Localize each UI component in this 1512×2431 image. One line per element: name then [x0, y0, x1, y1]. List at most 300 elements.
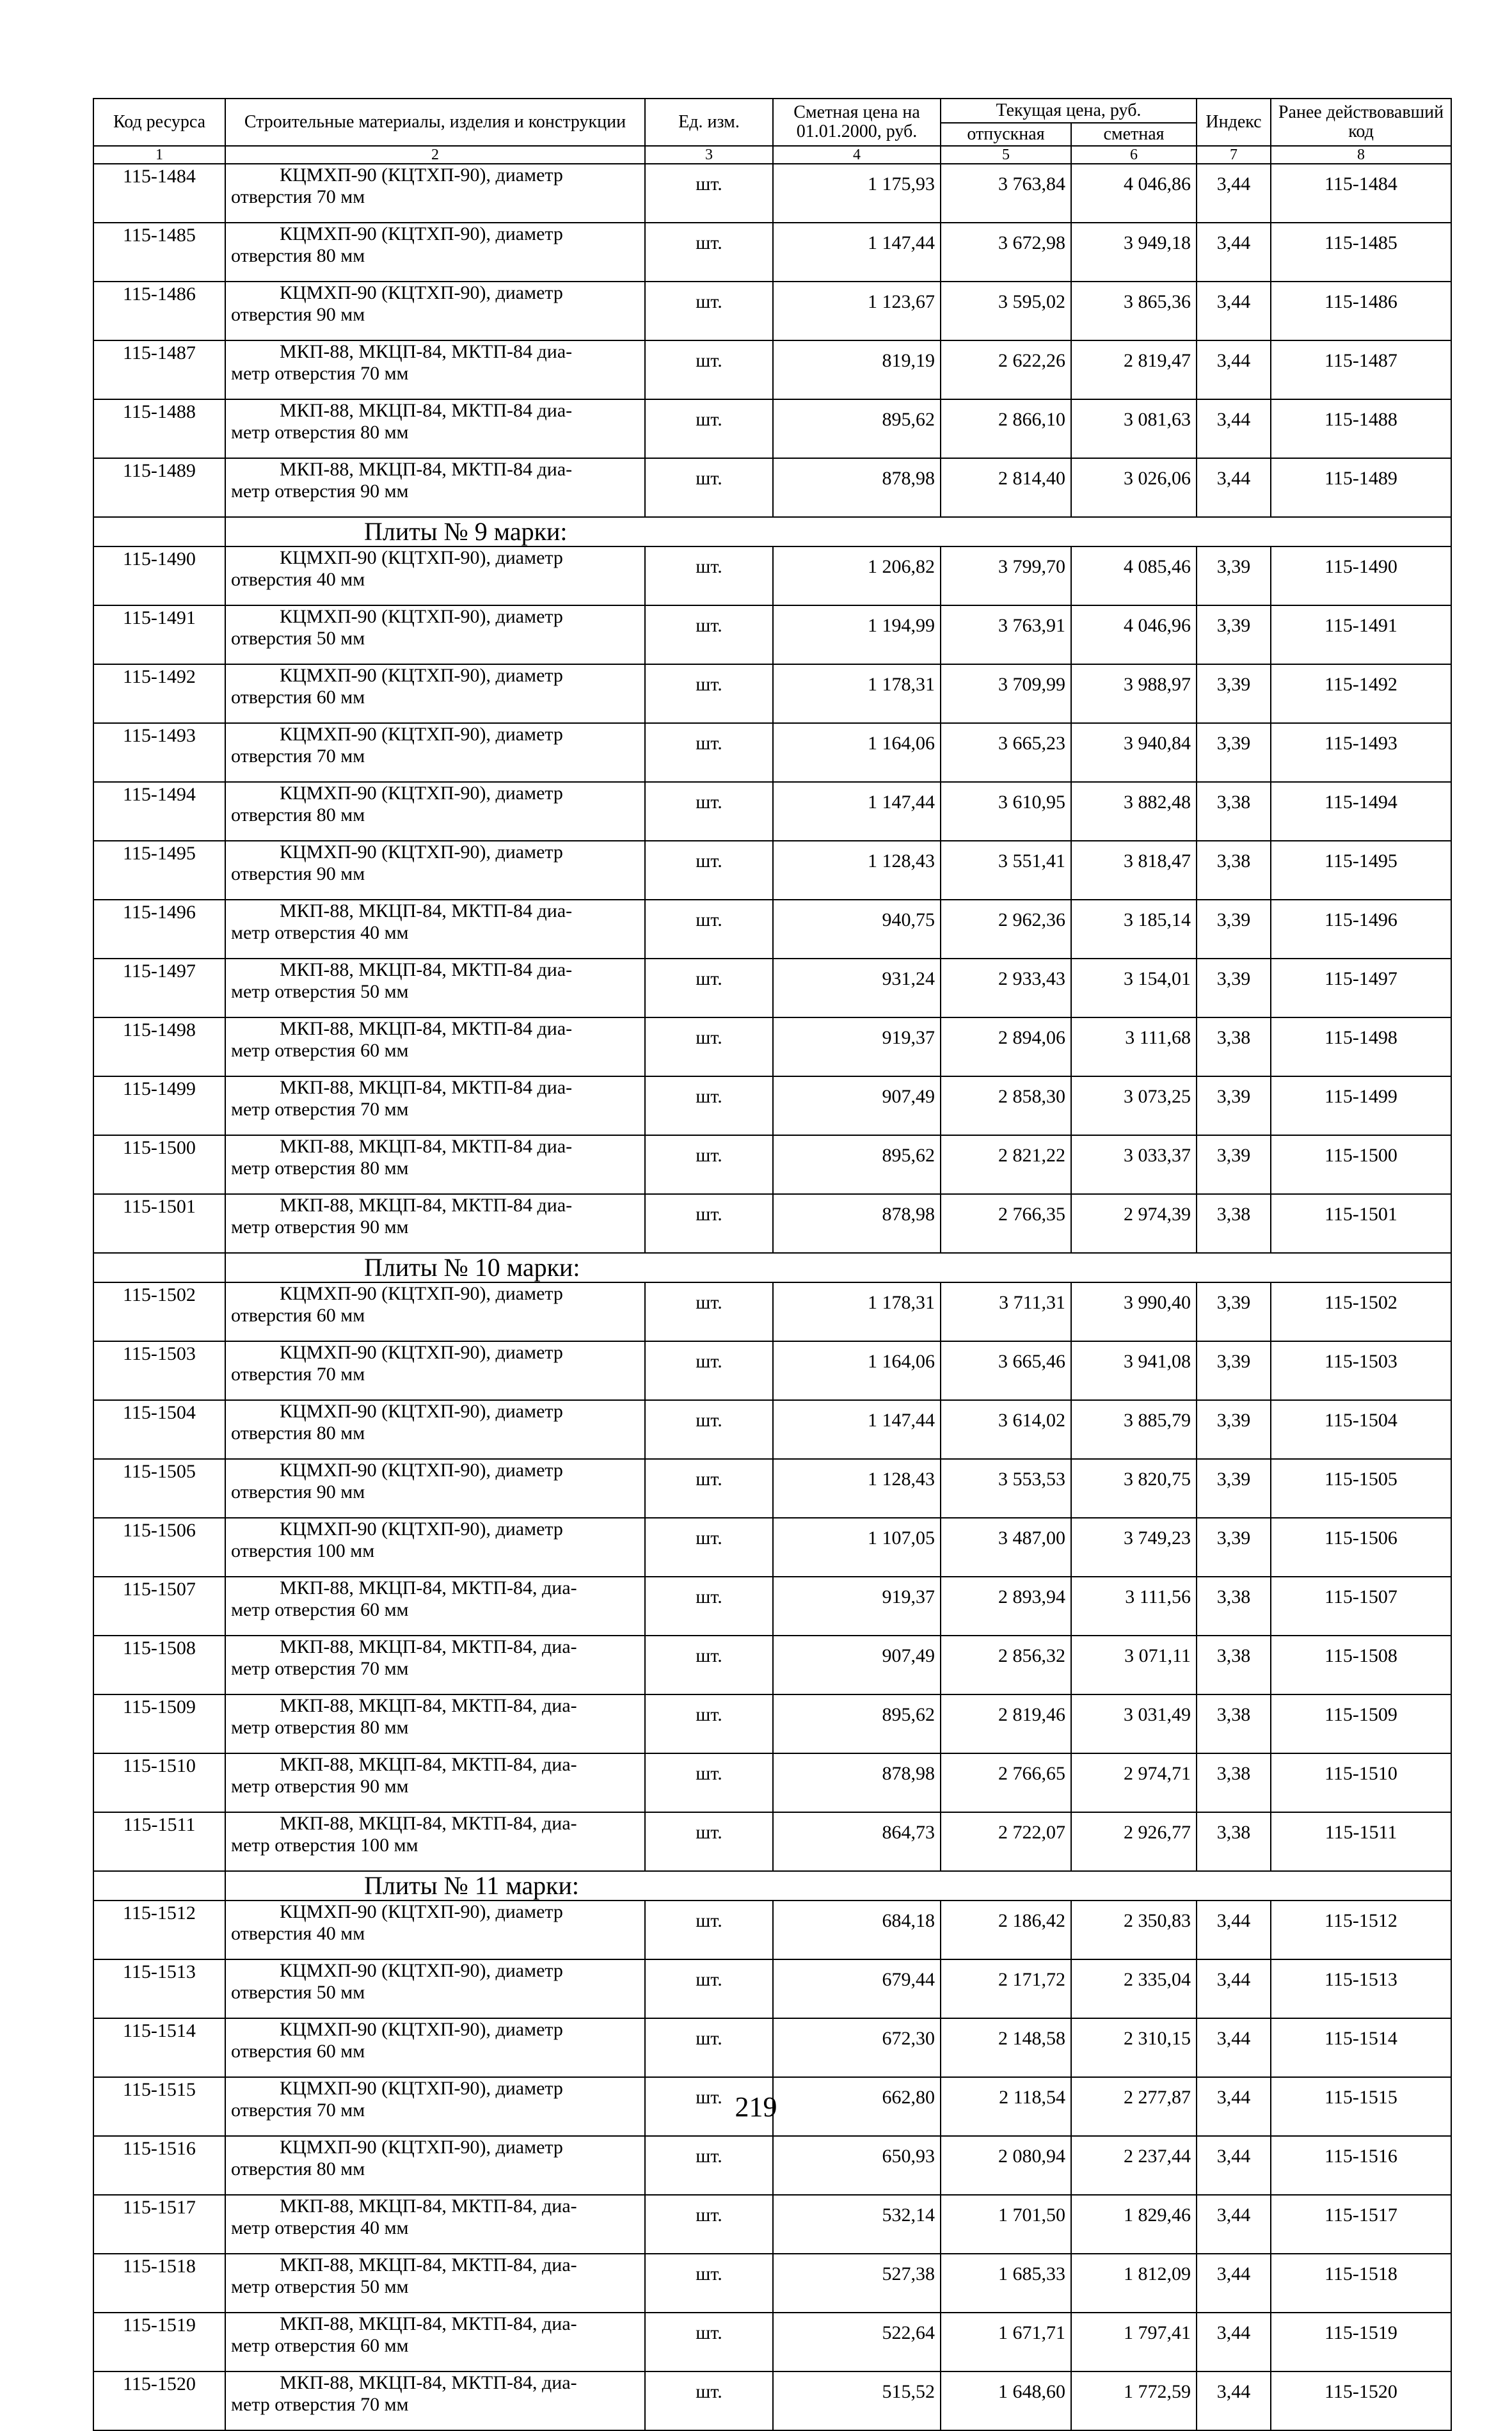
material-name — [225, 664, 645, 723]
estimate-price: 3 073,25 — [1071, 1076, 1197, 1135]
price-index: 3,44 — [1197, 223, 1271, 282]
previous-code: 115-1492 — [1271, 664, 1451, 723]
header-release-price: отпускная — [941, 123, 1071, 146]
material-name — [225, 2371, 645, 2430]
material-name — [225, 723, 645, 782]
table-row — [93, 723, 1451, 782]
release-price: 2 893,94 — [941, 1577, 1071, 1636]
price-index: 3,39 — [1197, 1459, 1271, 1518]
column-number: 4 — [773, 146, 941, 164]
material-name-line2: отверстия 70 мм — [231, 2100, 365, 2121]
estimate-price: 2 310,15 — [1071, 2018, 1197, 2077]
material-name-line1: КЦМХП-90 (КЦТХП-90), диаметр — [280, 1283, 563, 1304]
resource-code: 115-1503 — [93, 1341, 225, 1400]
base-price: 1 147,44 — [773, 782, 941, 841]
base-price: 532,14 — [773, 2195, 941, 2254]
material-name — [225, 164, 645, 223]
material-name-line2: отверстия 70 мм — [231, 1364, 365, 1385]
material-name — [225, 2136, 645, 2195]
previous-code: 115-1501 — [1271, 1194, 1451, 1253]
material-name-line2: отверстия 80 мм — [231, 2158, 365, 2180]
price-index: 3,38 — [1197, 841, 1271, 900]
material-name-line2: отверстия 60 мм — [231, 2041, 365, 2062]
unit-cell: шт. — [645, 458, 773, 517]
material-name-line1: МКП-88, МКЦП-84, МКТП-84 диа- — [280, 341, 573, 362]
release-price: 2 933,43 — [941, 959, 1071, 1017]
header-base-price: Сметная цена на 01.01.2000, руб. — [773, 99, 941, 146]
material-name — [225, 2018, 645, 2077]
base-price: 515,52 — [773, 2371, 941, 2430]
previous-code: 115-1519 — [1271, 2313, 1451, 2371]
resource-code: 115-1499 — [93, 1076, 225, 1135]
table-row — [93, 1076, 1451, 1135]
estimate-price: 1 797,41 — [1071, 2313, 1197, 2371]
release-price: 2 766,35 — [941, 1194, 1071, 1253]
estimate-price: 2 926,77 — [1071, 1812, 1197, 1871]
unit-cell: шт. — [645, 1282, 773, 1341]
price-index: 3,39 — [1197, 664, 1271, 723]
table-row — [93, 1959, 1451, 2018]
release-price: 1 671,71 — [941, 2313, 1071, 2371]
material-name-line2: метр отверстия 90 мм — [231, 1216, 409, 1238]
material-name-line1: КЦМХП-90 (КЦТХП-90), диаметр — [280, 164, 563, 186]
resource-code: 115-1492 — [93, 664, 225, 723]
resource-code: 115-1520 — [93, 2371, 225, 2430]
estimate-price: 3 033,37 — [1071, 1135, 1197, 1194]
page-number: 219 — [735, 2091, 777, 2123]
table-row — [93, 2018, 1451, 2077]
price-index: 3,44 — [1197, 2313, 1271, 2371]
price-index: 3,38 — [1197, 1194, 1271, 1253]
previous-code: 115-1493 — [1271, 723, 1451, 782]
base-price: 819,19 — [773, 340, 941, 399]
resource-code: 115-1516 — [93, 2136, 225, 2195]
estimate-price: 2 974,71 — [1071, 1753, 1197, 1812]
price-index: 3,44 — [1197, 2371, 1271, 2430]
material-name-line2: отверстия 60 мм — [231, 687, 365, 708]
unit-cell: шт. — [645, 340, 773, 399]
base-price: 878,98 — [773, 458, 941, 517]
table-row — [93, 546, 1451, 605]
price-index: 3,44 — [1197, 2136, 1271, 2195]
release-price: 3 614,02 — [941, 1400, 1071, 1459]
price-index: 3,44 — [1197, 458, 1271, 517]
previous-code: 115-1505 — [1271, 1459, 1451, 1518]
unit-cell: шт. — [645, 841, 773, 900]
table-row — [93, 1400, 1451, 1459]
estimate-price: 3 940,84 — [1071, 723, 1197, 782]
header-material: Строительные материалы, изделия и конструкции — [225, 99, 645, 146]
material-name-line1: КЦМХП-90 (КЦТХП-90), диаметр — [280, 282, 563, 303]
table-row — [93, 2136, 1451, 2195]
unit-cell: шт. — [645, 1194, 773, 1253]
resource-code: 115-1517 — [93, 2195, 225, 2254]
previous-code: 115-1484 — [1271, 164, 1451, 223]
unit-cell: шт. — [645, 2136, 773, 2195]
resource-code: 115-1491 — [93, 605, 225, 664]
material-name-line1: МКП-88, МКЦП-84, МКТП-84, диа- — [280, 1577, 577, 1598]
table-row — [93, 2195, 1451, 2254]
material-name-line1: КЦМХП-90 (КЦТХП-90), диаметр — [280, 547, 563, 568]
header-estimate-price: сметная — [1071, 123, 1197, 146]
price-index: 3,44 — [1197, 2018, 1271, 2077]
material-name — [225, 1753, 645, 1812]
table-row — [93, 664, 1451, 723]
unit-cell: шт. — [645, 1577, 773, 1636]
section-title: Плиты № 9 марки: — [225, 517, 1451, 546]
resource-code: 115-1500 — [93, 1135, 225, 1194]
material-name-line2: отверстия 80 мм — [231, 245, 365, 266]
material-name-line2: метр отверстия 80 мм — [231, 1717, 409, 1738]
resource-code: 115-1486 — [93, 282, 225, 340]
base-price: 672,30 — [773, 2018, 941, 2077]
material-name — [225, 340, 645, 399]
price-index: 3,39 — [1197, 1076, 1271, 1135]
estimate-price: 3 990,40 — [1071, 1282, 1197, 1341]
estimate-price: 4 046,86 — [1071, 164, 1197, 223]
table-row — [93, 340, 1451, 399]
column-number: 1 — [93, 146, 225, 164]
price-index: 3,39 — [1197, 546, 1271, 605]
release-price: 3 665,46 — [941, 1341, 1071, 1400]
material-name-line2: метр отверстия 60 мм — [231, 1040, 409, 1061]
estimate-price: 3 885,79 — [1071, 1400, 1197, 1459]
unit-cell: шт. — [645, 605, 773, 664]
unit-cell: шт. — [645, 782, 773, 841]
previous-code: 115-1491 — [1271, 605, 1451, 664]
section-row — [93, 517, 1451, 546]
table-row — [93, 2313, 1451, 2371]
estimate-price: 2 277,87 — [1071, 2077, 1197, 2136]
resource-code: 115-1498 — [93, 1017, 225, 1076]
price-index: 3,44 — [1197, 2254, 1271, 2313]
resource-code: 115-1490 — [93, 546, 225, 605]
material-name-line1: КЦМХП-90 (КЦТХП-90), диаметр — [280, 2078, 563, 2099]
resource-code: 115-1511 — [93, 1812, 225, 1871]
resource-code: 115-1493 — [93, 723, 225, 782]
table-row — [93, 1753, 1451, 1812]
previous-code: 115-1516 — [1271, 2136, 1451, 2195]
resource-code: 115-1506 — [93, 1518, 225, 1577]
column-number: 5 — [941, 146, 1071, 164]
unit-cell: шт. — [645, 223, 773, 282]
estimate-price: 3 071,11 — [1071, 1636, 1197, 1694]
price-index: 3,44 — [1197, 1901, 1271, 1959]
unit-cell: шт. — [645, 2254, 773, 2313]
previous-code: 115-1513 — [1271, 1959, 1451, 2018]
previous-code: 115-1514 — [1271, 2018, 1451, 2077]
unit-cell: шт. — [645, 1135, 773, 1194]
material-name-line1: КЦМХП-90 (КЦТХП-90), диаметр — [280, 1960, 563, 1981]
material-name-line2: отверстия 100 мм — [231, 1540, 375, 1561]
estimate-price: 2 819,47 — [1071, 340, 1197, 399]
previous-code: 115-1515 — [1271, 2077, 1451, 2136]
section-title: Плиты № 11 марки: — [225, 1871, 1451, 1901]
material-name-line2: метр отверстия 70 мм — [231, 363, 409, 384]
release-price: 2 866,10 — [941, 399, 1071, 458]
table-row — [93, 1636, 1451, 1694]
resource-code: 115-1502 — [93, 1282, 225, 1341]
material-name-line1: МКП-88, МКЦП-84, МКТП-84 диа- — [280, 900, 573, 921]
previous-code: 115-1487 — [1271, 340, 1451, 399]
material-name-line1: МКП-88, МКЦП-84, МКТП-84 диа- — [280, 400, 573, 421]
material-name-line2: метр отверстия 80 мм — [231, 422, 409, 443]
previous-code: 115-1510 — [1271, 1753, 1451, 1812]
unit-cell: шт. — [645, 1694, 773, 1753]
column-number: 6 — [1071, 146, 1197, 164]
material-name-line2: метр отверстия 40 мм — [231, 922, 409, 943]
table-row — [93, 1901, 1451, 1959]
previous-code: 115-1494 — [1271, 782, 1451, 841]
resource-code: 115-1501 — [93, 1194, 225, 1253]
base-price: 878,98 — [773, 1194, 941, 1253]
column-number: 3 — [645, 146, 773, 164]
unit-cell: шт. — [645, 399, 773, 458]
unit-cell: шт. — [645, 1017, 773, 1076]
release-price: 3 709,99 — [941, 664, 1071, 723]
material-name — [225, 399, 645, 458]
section-row — [93, 1253, 1451, 1282]
material-name-line2: метр отверстия 40 мм — [231, 2217, 409, 2238]
price-index: 3,39 — [1197, 1400, 1271, 1459]
unit-cell: шт. — [645, 2018, 773, 2077]
section-blank-cell — [93, 1253, 225, 1282]
estimate-price: 2 350,83 — [1071, 1901, 1197, 1959]
column-number: 7 — [1197, 146, 1271, 164]
estimate-price: 1 812,09 — [1071, 2254, 1197, 2313]
resource-code: 115-1512 — [93, 1901, 225, 1959]
resource-code: 115-1508 — [93, 1636, 225, 1694]
release-price: 2 080,94 — [941, 2136, 1071, 2195]
release-price: 3 763,84 — [941, 164, 1071, 223]
previous-code: 115-1489 — [1271, 458, 1451, 517]
price-index: 3,44 — [1197, 2077, 1271, 2136]
base-price: 864,73 — [773, 1812, 941, 1871]
release-price: 1 685,33 — [941, 2254, 1071, 2313]
price-index: 3,38 — [1197, 1636, 1271, 1694]
material-name-line2: отверстия 90 мм — [231, 304, 365, 325]
table-row — [93, 458, 1451, 517]
price-index: 3,44 — [1197, 1959, 1271, 2018]
base-price: 1 164,06 — [773, 1341, 941, 1400]
estimate-price: 1 772,59 — [1071, 2371, 1197, 2430]
material-name-line1: КЦМХП-90 (КЦТХП-90), диаметр — [280, 1401, 563, 1422]
estimate-price: 1 829,46 — [1071, 2195, 1197, 2254]
header-code: Код ресурса — [93, 99, 225, 146]
unit-cell: шт. — [645, 1341, 773, 1400]
previous-code: 115-1511 — [1271, 1812, 1451, 1871]
header-unit: Ед. изм. — [645, 99, 773, 146]
estimate-price: 3 081,63 — [1071, 399, 1197, 458]
previous-code: 115-1504 — [1271, 1400, 1451, 1459]
release-price: 2 894,06 — [941, 1017, 1071, 1076]
unit-cell: шт. — [645, 1753, 773, 1812]
material-name — [225, 841, 645, 900]
column-number: 8 — [1271, 146, 1451, 164]
base-price: 895,62 — [773, 1135, 941, 1194]
previous-code: 115-1502 — [1271, 1282, 1451, 1341]
unit-cell: шт. — [645, 1076, 773, 1135]
base-price: 684,18 — [773, 1901, 941, 1959]
table-row — [93, 900, 1451, 959]
estimate-price: 3 031,49 — [1071, 1694, 1197, 1753]
estimate-price: 3 818,47 — [1071, 841, 1197, 900]
header-index: Индекс — [1197, 99, 1271, 146]
base-price: 919,37 — [773, 1577, 941, 1636]
price-index: 3,38 — [1197, 782, 1271, 841]
material-name-line2: метр отверстия 70 мм — [231, 1658, 409, 1679]
estimate-price: 3 882,48 — [1071, 782, 1197, 841]
unit-cell: шт. — [645, 546, 773, 605]
material-name-line2: метр отверстия 50 мм — [231, 981, 409, 1002]
base-price: 940,75 — [773, 900, 941, 959]
price-index: 3,38 — [1197, 1812, 1271, 1871]
material-name-line1: МКП-88, МКЦП-84, МКТП-84 диа- — [280, 1136, 573, 1157]
release-price: 2 821,22 — [941, 1135, 1071, 1194]
unit-cell: шт. — [645, 2313, 773, 2371]
unit-cell: шт. — [645, 2077, 773, 2136]
material-name-line1: КЦМХП-90 (КЦТХП-90), диаметр — [280, 724, 563, 745]
base-price: 1 147,44 — [773, 223, 941, 282]
material-name — [225, 1577, 645, 1636]
previous-code: 115-1507 — [1271, 1577, 1451, 1636]
unit-cell: шт. — [645, 664, 773, 723]
material-name-line1: КЦМХП-90 (КЦТХП-90), диаметр — [280, 606, 563, 627]
material-name-line2: отверстия 60 мм — [231, 1305, 365, 1326]
material-name-line1: МКП-88, МКЦП-84, МКТП-84 диа- — [280, 1018, 573, 1039]
base-price: 1 123,67 — [773, 282, 941, 340]
material-name-line2: отверстия 50 мм — [231, 1982, 365, 2003]
material-name-line1: МКП-88, МКЦП-84, МКТП-84, диа- — [280, 1754, 577, 1775]
base-price: 878,98 — [773, 1753, 941, 1812]
release-price: 3 711,31 — [941, 1282, 1071, 1341]
resource-code: 115-1487 — [93, 340, 225, 399]
resource-code: 115-1485 — [93, 223, 225, 282]
release-price: 3 487,00 — [941, 1518, 1071, 1577]
price-index: 3,39 — [1197, 723, 1271, 782]
base-price: 931,24 — [773, 959, 941, 1017]
resource-code: 115-1488 — [93, 399, 225, 458]
base-price: 1 164,06 — [773, 723, 941, 782]
price-index: 3,39 — [1197, 1135, 1271, 1194]
previous-code: 115-1486 — [1271, 282, 1451, 340]
release-price: 2 766,65 — [941, 1753, 1071, 1812]
material-name-line2: отверстия 80 мм — [231, 804, 365, 825]
price-index: 3,44 — [1197, 164, 1271, 223]
price-index: 3,39 — [1197, 605, 1271, 664]
material-name — [225, 1341, 645, 1400]
material-name — [225, 1518, 645, 1577]
table-row — [93, 164, 1451, 223]
material-name-line1: МКП-88, МКЦП-84, МКТП-84, диа- — [280, 2372, 577, 2393]
estimate-price: 3 949,18 — [1071, 223, 1197, 282]
unit-cell: шт. — [645, 1400, 773, 1459]
material-name-line2: метр отверстия 80 мм — [231, 1158, 409, 1179]
material-name — [225, 959, 645, 1017]
price-index: 3,39 — [1197, 959, 1271, 1017]
section-title: Плиты № 10 марки: — [225, 1253, 1451, 1282]
material-name — [225, 782, 645, 841]
estimate-price: 2 237,44 — [1071, 2136, 1197, 2195]
material-name — [225, 1459, 645, 1518]
unit-cell: шт. — [645, 959, 773, 1017]
resource-code: 115-1497 — [93, 959, 225, 1017]
previous-code: 115-1495 — [1271, 841, 1451, 900]
release-price: 2 148,58 — [941, 2018, 1071, 2077]
price-index: 3,39 — [1197, 1341, 1271, 1400]
material-name-line2: метр отверстия 70 мм — [231, 1099, 409, 1120]
previous-code: 115-1498 — [1271, 1017, 1451, 1076]
resource-code: 115-1519 — [93, 2313, 225, 2371]
resource-code: 115-1518 — [93, 2254, 225, 2313]
price-table — [93, 98, 1452, 2431]
base-price: 895,62 — [773, 1694, 941, 1753]
table-row — [93, 1694, 1451, 1753]
base-price: 907,49 — [773, 1076, 941, 1135]
base-price: 1 194,99 — [773, 605, 941, 664]
material-name — [225, 1194, 645, 1253]
unit-cell: шт. — [645, 1459, 773, 1518]
resource-code: 115-1513 — [93, 1959, 225, 2018]
table-row — [93, 605, 1451, 664]
material-name-line1: КЦМХП-90 (КЦТХП-90), диаметр — [280, 1460, 563, 1481]
material-name — [225, 605, 645, 664]
material-name — [225, 900, 645, 959]
table-header — [93, 99, 1451, 164]
base-price: 662,80 — [773, 2077, 941, 2136]
previous-code: 115-1488 — [1271, 399, 1451, 458]
base-price: 1 175,93 — [773, 164, 941, 223]
unit-cell: шт. — [645, 282, 773, 340]
material-name — [225, 1135, 645, 1194]
table-row — [93, 223, 1451, 282]
resource-code: 115-1507 — [93, 1577, 225, 1636]
base-price: 919,37 — [773, 1017, 941, 1076]
material-name — [225, 2313, 645, 2371]
unit-cell: шт. — [645, 164, 773, 223]
material-name — [225, 1694, 645, 1753]
previous-code: 115-1512 — [1271, 1901, 1451, 1959]
unit-cell: шт. — [645, 2195, 773, 2254]
price-index: 3,38 — [1197, 1694, 1271, 1753]
material-name — [225, 1812, 645, 1871]
release-price: 1 701,50 — [941, 2195, 1071, 2254]
release-price: 2 858,30 — [941, 1076, 1071, 1135]
estimate-price: 4 085,46 — [1071, 546, 1197, 605]
table-row — [93, 282, 1451, 340]
material-name-line1: МКП-88, МКЦП-84, МКТП-84, диа- — [280, 1695, 577, 1716]
estimate-price: 3 185,14 — [1071, 900, 1197, 959]
material-name-line2: метр отверстия 90 мм — [231, 481, 409, 502]
resource-code: 115-1510 — [93, 1753, 225, 1812]
estimate-price: 3 988,97 — [1071, 664, 1197, 723]
release-price: 3 799,70 — [941, 546, 1071, 605]
material-name — [225, 1282, 645, 1341]
estimate-price: 3 111,56 — [1071, 1577, 1197, 1636]
previous-code: 115-1506 — [1271, 1518, 1451, 1577]
table-row — [93, 1194, 1451, 1253]
release-price: 3 595,02 — [941, 282, 1071, 340]
unit-cell: шт. — [645, 900, 773, 959]
base-price: 1 178,31 — [773, 1282, 941, 1341]
base-price: 1 178,31 — [773, 664, 941, 723]
material-name — [225, 458, 645, 517]
release-price: 2 171,72 — [941, 1959, 1071, 2018]
header-previous-code: Ранее действовавший код — [1271, 99, 1451, 146]
previous-code: 115-1503 — [1271, 1341, 1451, 1400]
material-name-line2: метр отверстия 60 мм — [231, 1599, 409, 1620]
release-price: 2 622,26 — [941, 340, 1071, 399]
